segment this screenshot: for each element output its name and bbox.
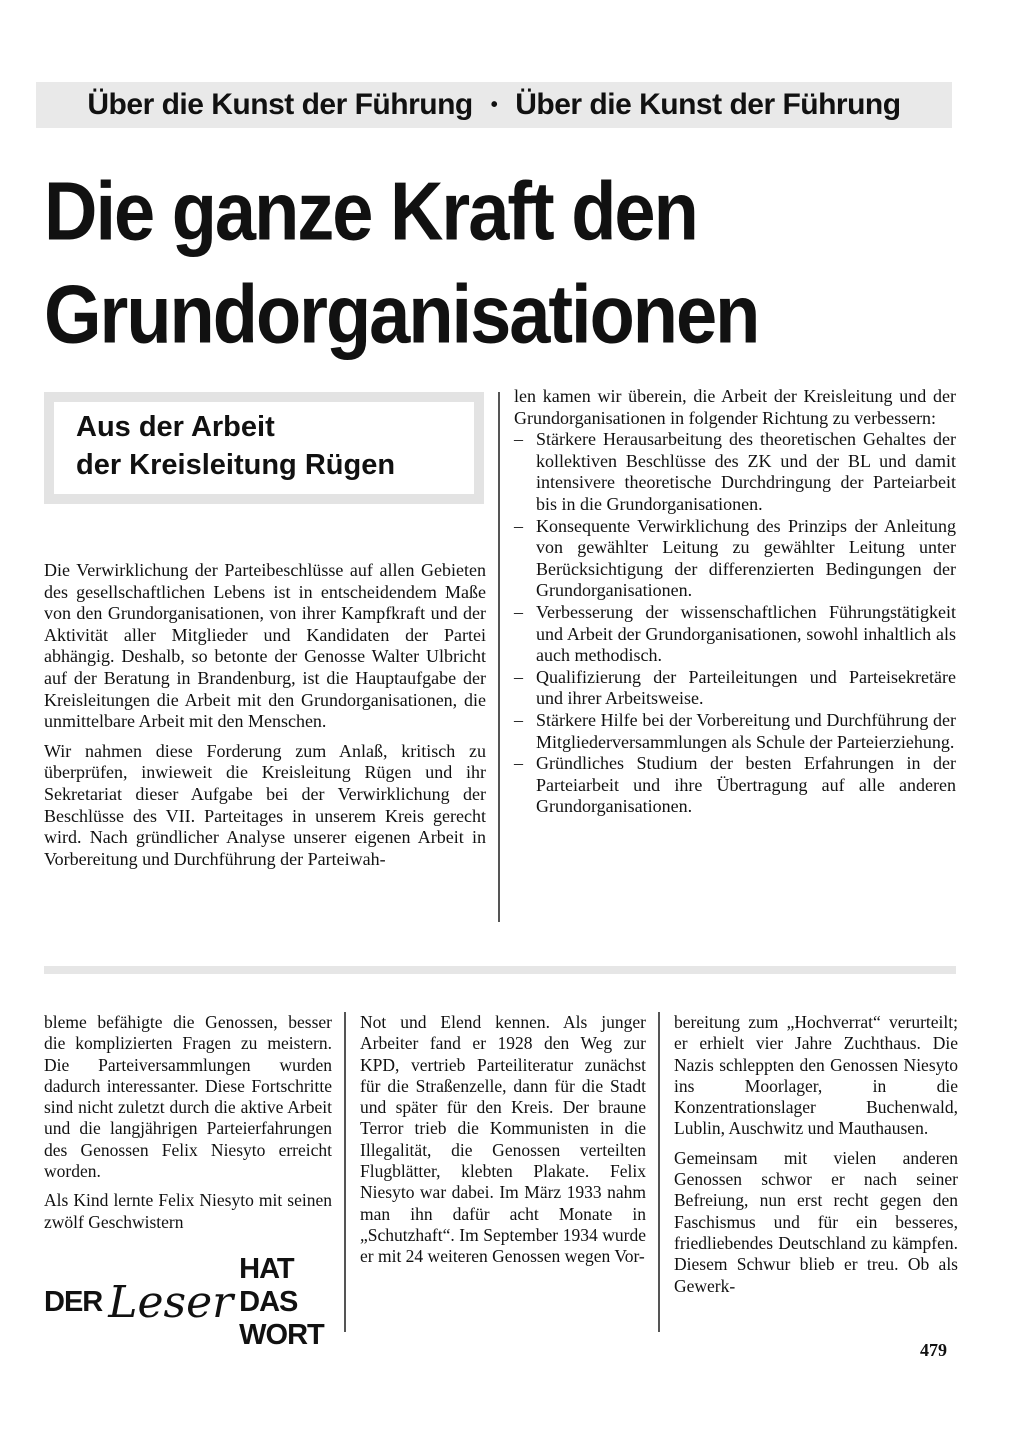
list-item-text: Gründliches Studium der besten Erfahrungen in der Parteiarbeit und ihre Übertragung auf alle anderen Grundorganisationen. <box>536 753 956 817</box>
list-item <box>514 429 956 515</box>
dash-bullet: – <box>514 753 523 774</box>
rubric-part-2: HAT DAS WORT <box>239 1252 324 1351</box>
paragraph: Not und Elend kennen. Als junger Arbeiter fand er 1928 den Weg zur KPD, vertrieb Parteiliteratur zunächst für die Straßenzelle, dann für die Stadt und später für den Kreis. Der braune Terror trieb die Kommunisten in die Illegalität, die Genossen verteilten Flugblätter, klebten Plakate. Felix Niesyto war dabei. Im März 1933 nahm man ihn dafür acht Monate in „Schutzhaft“. Im September 1934 wurde er mit 24 weiteren Genossen wegen Vor- <box>360 1012 646 1267</box>
list-item <box>514 710 956 753</box>
subtitle-line-2: der Kreisleitung Rügen <box>76 449 396 481</box>
dash-bullet: – <box>514 666 523 687</box>
list-item-text: Qualifizierung der Parteileitungen und Parteisekretäre und ihrer Arbeitsweise. <box>536 666 956 709</box>
lower-column-1 <box>44 1012 332 1241</box>
column-divider <box>344 1012 346 1332</box>
list-item-text: Stärkere Hilfe bei der Vorbereitung und Durchführung der Mitgliederversammlungen als Schule der Parteierziehung. <box>536 709 956 752</box>
list-item <box>514 516 956 602</box>
section-separator <box>44 966 956 974</box>
column-divider <box>498 392 500 922</box>
article-headline: Die ganze Kraft den Grundorganisationen <box>44 164 759 361</box>
paragraph: Gemeinsam mit vielen anderen Genossen schwor er nach seiner Befreiung, nun erst recht gegen den Faschismus und für ein besseres, friedliebendes Deutschland zu kämpfen. Diesem Schwur blieb er treu. Ob als Gewerk- <box>674 1147 958 1296</box>
dash-bullet: – <box>514 709 523 730</box>
right-column <box>514 386 956 818</box>
paragraph: bereitung zum „Hochverrat“ verurteilt; er erhielt vier Jahre Zuchthaus. Die Nazis schleppten den Genossen Niesyto ins Moorlager, in die Konzentrationslager Buchenwald, Lublin, Auschwitz und Mauthausen. <box>674 1012 958 1139</box>
paragraph: Als Kind lernte Felix Niesyto mit seinen zwölf Geschwistern <box>44 1190 332 1232</box>
dash-bullet: – <box>514 515 523 536</box>
list-item-text: Konsequente Verwirklichung des Prinzips der Anleitung von gewählter Leitung zu gewählter Leitung unter Berücksichtigung der differenzierten Bedingungen der Grundorganisationen. <box>536 515 956 601</box>
dash-bullet: – <box>514 429 523 450</box>
lower-column-2 <box>360 1012 646 1276</box>
rubric-logo <box>44 1252 334 1351</box>
list-item <box>514 667 956 710</box>
list-item <box>514 602 956 667</box>
article-subtitle <box>76 408 466 484</box>
section-header-left: Über die Kunst der Führung <box>87 88 473 121</box>
rubric-part-1: DER <box>44 1285 103 1318</box>
section-header-right: Über die Kunst der Führung <box>515 88 901 121</box>
rubric-script-word: Leser <box>108 1276 234 1328</box>
lead-column <box>44 560 486 878</box>
paragraph: Die Verwirklichung der Parteibeschlüsse auf allen Gebieten des gesellschaftlichen Lebens ist in entscheidendem Maße von den Grundorganisationen, von ihrer Kampfkraft und der Aktivität aller Mitglieder und Kandidaten der Partei abhängig. Deshalb, so betonte der Genosse Walter Ulbricht auf der Beratung in Brandenburg, ist die Hauptaufgabe der Kreisleitungen die Arbeit mit den Grundorganisationen, die unmittelbare Arbeit mit den Menschen. <box>44 560 486 732</box>
list-item-text: Verbesserung der wissenschaftlichen Führungstätigkeit und Arbeit der Grundorganisationen, sowohl inhaltlich als auch methodisch. <box>536 601 956 666</box>
list-item-text: Stärkere Herausarbeitung des theoretischen Gehaltes der kollektiven Beschlüsse des ZK und der BL und damit intensivere theoretische Durchdringung der Parteiarbeit bis in die Grundorganisationen. <box>536 429 956 514</box>
column-divider <box>658 1012 660 1332</box>
paragraph: Wir nahmen diese Forderung zum Anlaß, kritisch zu überprüfen, inwieweit die Kreisleitung Rügen und ihr Sekretariat dieser Aufgabe bei der Verwirklichung der Beschlüsse des VII. Parteitages in unserem Kreis gerecht wird. Nach gründlicher Analyse unserer eigenen Arbeit in Vorbereitung und Durchführung der Parteiwah- <box>44 740 486 869</box>
subtitle-line-1: Aus der Arbeit <box>76 411 275 443</box>
paragraph: len kamen wir überein, die Arbeit der Kreisleitung und der Grundorganisationen in folgender Richtung zu verbessern: <box>514 386 956 428</box>
lower-column-3 <box>674 1012 958 1305</box>
dash-bullet: – <box>514 601 523 622</box>
paragraph: bleme befähigte die Genossen, besser die komplizierten Fragen zu meistern. Die Parteiversammlungen wurden dadurch interessanter. Diese Fortschritte sind nicht zuletzt durch die aktive Arbeit und die langjährigen Parteierfahrungen des Genossen Felix Niesyto erreicht worden. <box>44 1012 332 1182</box>
list-item <box>514 753 956 818</box>
improvement-list <box>514 429 956 818</box>
section-header-band <box>36 82 952 128</box>
page-number: 479 <box>920 1340 947 1360</box>
section-header-separator: • <box>490 93 498 116</box>
